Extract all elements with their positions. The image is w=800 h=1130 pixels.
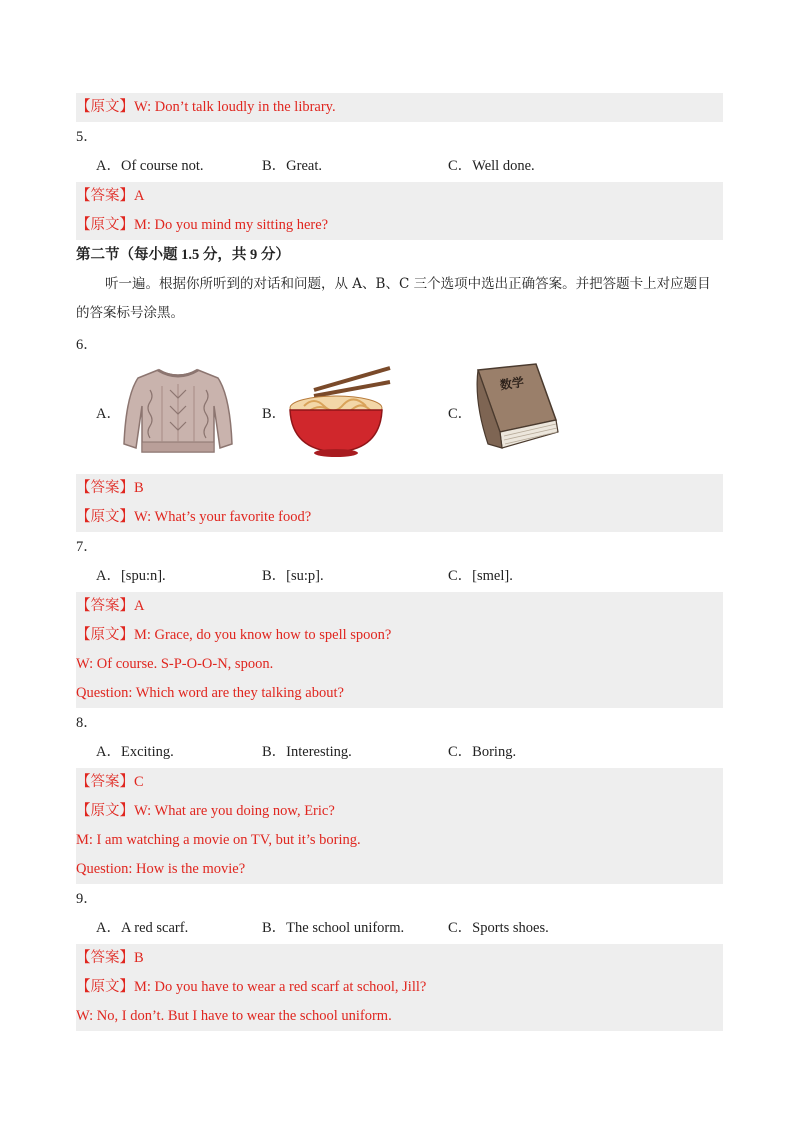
q8-script-line-3: Question: How is the movie? <box>76 855 723 884</box>
q7-options <box>96 562 723 591</box>
q6-number: 6． <box>76 337 98 353</box>
q9-script-line-2: W: No, I don’t. But I have to wear the school uniform. <box>76 1002 723 1031</box>
section-title: 第二节（每小题 1.5 分，共 9 分） <box>76 247 290 263</box>
q6-option-a <box>96 362 256 462</box>
q5-answer: 【答案】A <box>76 182 723 211</box>
q9-option-b: B．The school uniform. <box>262 920 405 936</box>
section-instructions: 听一遍。根据你所听到的对话和问题，从 A、B、C 三个选项中选出正确答案。并把答题卡上对应题目的答案标号涂黑。 <box>76 276 711 321</box>
q8-script-line-1: 【原文】W: What are you doing now, Eric? <box>76 797 723 826</box>
q8-options <box>96 738 723 767</box>
q7-script-line-1: 【原文】M: Grace, do you know how to spell spoon? <box>76 621 723 650</box>
q8-answer: 【答案】C <box>76 768 723 797</box>
q8-option-c: C．Boring. <box>448 744 517 760</box>
q5-number: 5． <box>76 129 98 145</box>
math-book-icon <box>470 362 562 454</box>
q9-options <box>96 914 723 943</box>
q7-option-b: B．[su:p]. <box>262 568 324 584</box>
q9-option-c: C．Sports shoes. <box>448 920 549 936</box>
q6-option-b-label: B． <box>262 406 287 422</box>
q7-answer: 【答案】A <box>76 592 723 621</box>
q8-number: 8． <box>76 715 98 731</box>
q9-answer: 【答案】B <box>76 944 723 973</box>
q6-option-c-label: C． <box>448 406 473 422</box>
q5-option-a: A．Of course not. <box>96 158 204 174</box>
q6-option-b <box>262 362 422 462</box>
q6-option-c <box>448 362 608 462</box>
q7-script-line-2: W: Of course. S-P-O-O-N, spoon. <box>76 650 723 679</box>
noodle-bowl-icon <box>284 366 394 458</box>
q6-option-a-label: A． <box>96 406 121 422</box>
q7-option-c: C．[smel]. <box>448 568 513 584</box>
q8-option-b: B．Interesting. <box>262 744 352 760</box>
math-book-title: 数学 <box>499 375 525 393</box>
q5-option-b: B．Great. <box>262 158 322 174</box>
sweater-icon <box>118 366 238 458</box>
q4-script: 【原文】W: Don’t talk loudly in the library. <box>76 93 723 122</box>
q9-script-line-1: 【原文】M: Do you have to wear a red scarf at school, Jill? <box>76 973 723 1002</box>
q5-options <box>96 152 723 181</box>
q8-option-a: A．Exciting. <box>96 744 174 760</box>
q5-script: 【原文】M: Do you mind my sitting here? <box>76 211 723 240</box>
q6-answer: 【答案】B <box>76 474 723 503</box>
q5-option-c: C．Well done. <box>448 158 535 174</box>
q7-number: 7． <box>76 539 98 555</box>
q8-script-line-2: M: I am watching a movie on TV, but it’s boring. <box>76 826 723 855</box>
q9-option-a: A．A red scarf. <box>96 920 189 936</box>
q6-script: 【原文】W: What’s your favorite food? <box>76 503 723 532</box>
q7-option-a: A．[spu:n]. <box>96 568 166 584</box>
q9-number: 9． <box>76 891 98 907</box>
q7-script-line-3: Question: Which word are they talking about? <box>76 679 723 708</box>
